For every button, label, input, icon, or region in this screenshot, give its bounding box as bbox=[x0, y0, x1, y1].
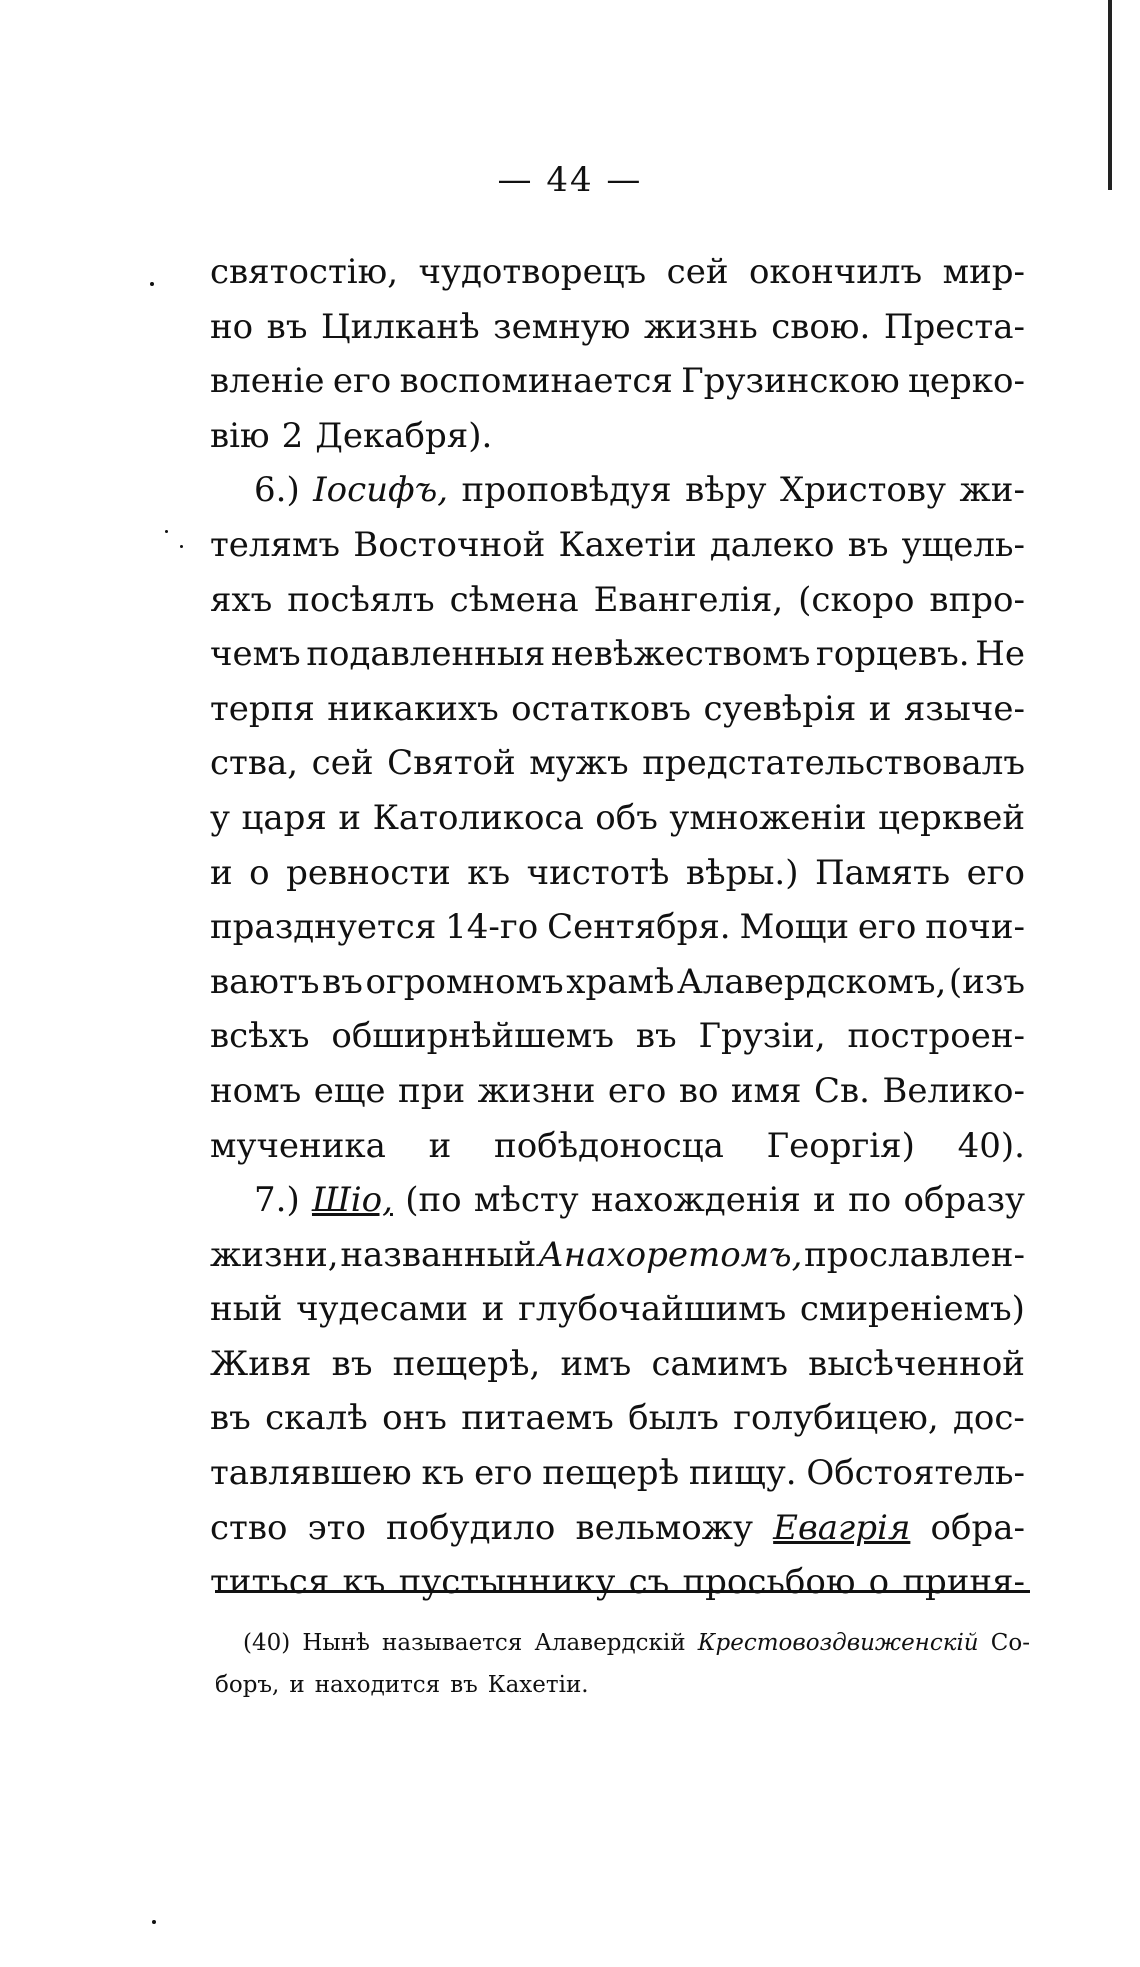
word: ваютъ bbox=[210, 961, 320, 1002]
word: ущель- bbox=[901, 524, 1025, 565]
text-line bbox=[210, 627, 1025, 682]
word: его bbox=[966, 852, 1025, 893]
word: горцевъ. bbox=[815, 634, 970, 675]
word: ревности bbox=[286, 852, 451, 893]
footnote-word: называется bbox=[382, 1630, 523, 1656]
text-line bbox=[210, 791, 1025, 846]
word: къ bbox=[467, 852, 511, 893]
word: Анахоретомъ, bbox=[538, 1234, 803, 1275]
word: голубицею, bbox=[733, 1398, 939, 1439]
word: построен- bbox=[847, 1016, 1025, 1057]
word: Не bbox=[975, 634, 1025, 675]
footnote-line bbox=[215, 1664, 1030, 1706]
word: пещерѣ, bbox=[392, 1343, 541, 1384]
word: и bbox=[428, 1125, 452, 1166]
word: Святой bbox=[387, 743, 516, 784]
word: Велико- bbox=[882, 1070, 1025, 1111]
word: къ bbox=[421, 1453, 465, 1494]
word: съ bbox=[628, 1562, 670, 1603]
word: вѣру bbox=[685, 470, 767, 511]
word: въ bbox=[322, 961, 363, 1002]
text-line bbox=[210, 1337, 1025, 1392]
word: предстательствовалъ bbox=[642, 743, 1025, 784]
word: воспоминается bbox=[399, 361, 673, 402]
word: его bbox=[332, 361, 392, 402]
text-line bbox=[210, 682, 1025, 737]
word: о bbox=[249, 852, 270, 893]
word: ство bbox=[210, 1507, 288, 1548]
word: вѣры.) bbox=[685, 852, 799, 893]
word: земную bbox=[493, 306, 631, 347]
word: самимъ bbox=[651, 1343, 788, 1384]
word: питаемъ bbox=[461, 1398, 614, 1439]
word: жи- bbox=[959, 470, 1025, 511]
footnote-word: и bbox=[289, 1672, 305, 1698]
word: 14-го bbox=[445, 907, 539, 948]
footnote bbox=[215, 1622, 1030, 1706]
word: мѣсту bbox=[473, 1180, 579, 1221]
word: умноженіи bbox=[669, 797, 867, 838]
word: пустыннику bbox=[398, 1562, 616, 1603]
word: Алавердскомъ, bbox=[677, 961, 947, 1002]
footnote-word: въ bbox=[450, 1672, 478, 1698]
word: чемъ bbox=[210, 634, 301, 675]
word: чистотѣ bbox=[526, 852, 670, 893]
word: ный bbox=[210, 1289, 283, 1330]
text-line bbox=[210, 1173, 1025, 1228]
word: язычe- bbox=[903, 688, 1025, 729]
word: остатковъ bbox=[511, 688, 692, 729]
word: имя bbox=[730, 1070, 802, 1111]
page-number: — 44 — bbox=[497, 160, 643, 200]
word: къ bbox=[342, 1562, 386, 1603]
word: пищу. bbox=[688, 1453, 797, 1494]
word: всѣхъ bbox=[210, 1016, 310, 1057]
word: его bbox=[607, 1070, 667, 1111]
word: мужъ bbox=[529, 743, 629, 784]
text-line bbox=[210, 955, 1025, 1010]
word: въ bbox=[266, 306, 308, 347]
text-line bbox=[210, 846, 1025, 901]
word: и bbox=[338, 797, 362, 838]
text-line bbox=[210, 1009, 1025, 1064]
word: имъ bbox=[560, 1343, 632, 1384]
word: высѣченной bbox=[808, 1343, 1025, 1384]
word: терпя bbox=[210, 688, 315, 729]
word: Живя bbox=[210, 1343, 312, 1384]
word: названный bbox=[340, 1234, 537, 1275]
footnote-word: боръ, bbox=[215, 1672, 280, 1698]
word: глубочайшимъ bbox=[518, 1289, 787, 1330]
word: посѣялъ bbox=[287, 579, 435, 620]
word: Христову bbox=[779, 470, 947, 511]
word: Восточной bbox=[353, 524, 546, 565]
text-line bbox=[210, 354, 1025, 409]
word: просьбою bbox=[682, 1562, 856, 1603]
word: Евагрія bbox=[773, 1507, 911, 1548]
word: жизни bbox=[477, 1070, 596, 1111]
footnote-word: Нынѣ bbox=[302, 1630, 370, 1656]
word: и bbox=[813, 1180, 836, 1221]
word: Память bbox=[814, 852, 951, 893]
word: обширнѣйшемъ bbox=[331, 1016, 614, 1057]
word: Католикоса bbox=[372, 797, 584, 838]
text-line bbox=[210, 1555, 1025, 1610]
text-line bbox=[210, 409, 1025, 464]
word: (изъ bbox=[948, 961, 1025, 1002]
word: ства, bbox=[210, 743, 299, 784]
word: Іосифъ, bbox=[313, 470, 449, 511]
word: суевѣрія bbox=[703, 688, 857, 729]
word: дос- bbox=[952, 1398, 1025, 1439]
word: невѣжествомъ bbox=[550, 634, 811, 675]
scan-speck bbox=[180, 545, 183, 548]
word: нахожденія bbox=[590, 1180, 801, 1221]
word: церко- bbox=[908, 361, 1025, 402]
word: Св. bbox=[813, 1070, 870, 1111]
footnote-line bbox=[215, 1622, 1030, 1664]
word: въ bbox=[210, 1398, 251, 1439]
word: Кахетіи bbox=[558, 524, 697, 565]
word: яхъ bbox=[210, 579, 273, 620]
word: Георгія) bbox=[766, 1125, 915, 1166]
text-line bbox=[210, 736, 1025, 791]
word: (по bbox=[405, 1180, 462, 1221]
footnote-word: (40) bbox=[243, 1630, 291, 1656]
word: смиреніемъ) bbox=[799, 1289, 1025, 1330]
text-line bbox=[210, 1501, 1025, 1556]
word: далеко bbox=[709, 524, 835, 565]
text-line bbox=[210, 1446, 1025, 1501]
word: о bbox=[868, 1562, 890, 1603]
word: Мощи bbox=[739, 907, 850, 948]
text-line bbox=[210, 573, 1025, 628]
word: и bbox=[868, 688, 892, 729]
word: титься bbox=[210, 1562, 330, 1603]
text-line bbox=[210, 300, 1025, 355]
scan-speck bbox=[165, 530, 168, 533]
word: Цилканѣ bbox=[320, 306, 480, 347]
word: 40). bbox=[957, 1125, 1025, 1166]
text-line bbox=[210, 1282, 1025, 1337]
word: чудесами bbox=[296, 1289, 469, 1330]
word: образу bbox=[903, 1180, 1025, 1221]
footnote-word: Алавердскій bbox=[534, 1630, 686, 1656]
word: но bbox=[210, 306, 254, 347]
word: у bbox=[210, 797, 231, 838]
word: никакихъ bbox=[327, 688, 499, 729]
word: проповѣдуя bbox=[461, 470, 672, 511]
word: это bbox=[307, 1507, 366, 1548]
word: въ bbox=[635, 1016, 677, 1057]
word: почи- bbox=[925, 907, 1025, 948]
word: при bbox=[398, 1070, 466, 1111]
word: празднуется bbox=[210, 907, 437, 948]
footnote-word: Со- bbox=[990, 1630, 1030, 1656]
word: свою. bbox=[771, 306, 871, 347]
word: Грузіи, bbox=[698, 1016, 826, 1057]
word: по bbox=[848, 1180, 892, 1221]
word: объ bbox=[595, 797, 658, 838]
word: Обстоятель- bbox=[806, 1453, 1025, 1494]
word: сѣмена bbox=[449, 579, 579, 620]
footnote-word: Кахетіи. bbox=[487, 1672, 589, 1698]
word: жизнь bbox=[644, 306, 758, 347]
word: Сентября. bbox=[547, 907, 731, 948]
word: храмѣ bbox=[566, 961, 675, 1002]
word: прославлен- bbox=[804, 1234, 1025, 1275]
word: побѣдоносца bbox=[494, 1125, 724, 1166]
word: сей bbox=[666, 252, 729, 292]
text-line bbox=[210, 1391, 1025, 1446]
word: царя bbox=[241, 797, 327, 838]
footnote-word: находится bbox=[314, 1672, 441, 1698]
word: святостію, bbox=[210, 252, 399, 292]
word: жизни, bbox=[210, 1234, 339, 1275]
word: и bbox=[481, 1289, 505, 1330]
word: вленіе bbox=[210, 361, 325, 402]
text-line bbox=[210, 1064, 1025, 1119]
word: чудотворецъ bbox=[418, 252, 647, 292]
word: въ bbox=[331, 1343, 373, 1384]
word: скалѣ bbox=[265, 1398, 368, 1439]
word: обра- bbox=[930, 1507, 1025, 1548]
word: 6.) bbox=[254, 470, 300, 511]
word: его bbox=[857, 907, 917, 948]
word: приня- bbox=[902, 1562, 1025, 1603]
word: Шіо, bbox=[311, 1180, 393, 1221]
word: сей bbox=[311, 743, 374, 784]
word: пещерѣ bbox=[542, 1453, 680, 1494]
word: впро- bbox=[929, 579, 1025, 620]
word: (скоро bbox=[798, 579, 915, 620]
word: его bbox=[474, 1453, 533, 1494]
text-line bbox=[210, 463, 1025, 518]
word: мученика bbox=[210, 1125, 386, 1166]
word: окончилъ bbox=[748, 252, 923, 292]
scan-speck bbox=[152, 1920, 156, 1924]
word: подавленныя bbox=[306, 634, 546, 675]
word: телямъ bbox=[210, 524, 341, 565]
word: во bbox=[678, 1070, 719, 1111]
word: Евангелія, bbox=[593, 579, 784, 620]
word: вельможу bbox=[575, 1507, 754, 1548]
word: мир- bbox=[942, 252, 1025, 292]
word: 2 bbox=[281, 415, 304, 456]
footnote-word: Крестовоздвиженскій bbox=[697, 1630, 979, 1656]
word: побудило bbox=[386, 1507, 556, 1548]
word: былъ bbox=[628, 1398, 719, 1439]
word: номъ bbox=[210, 1070, 302, 1111]
word: въ bbox=[847, 524, 889, 565]
word: 7.) bbox=[254, 1180, 300, 1221]
word: и bbox=[210, 852, 233, 893]
text-line bbox=[210, 900, 1025, 955]
word: огромномъ bbox=[365, 961, 564, 1002]
word: еще bbox=[313, 1070, 386, 1111]
text-line bbox=[210, 1119, 1025, 1174]
word: Грузинскою bbox=[681, 361, 900, 402]
word: церквей bbox=[878, 797, 1025, 838]
text-line bbox=[210, 1228, 1025, 1283]
word: Преста- bbox=[883, 306, 1025, 347]
text-line bbox=[210, 518, 1025, 573]
word: онъ bbox=[382, 1398, 447, 1439]
word: тавлявшею bbox=[210, 1453, 412, 1494]
footnote-rule bbox=[215, 1590, 1030, 1593]
text-line bbox=[210, 245, 1025, 300]
word: вію bbox=[210, 415, 270, 456]
scan-speck bbox=[150, 282, 154, 286]
word: Декабря). bbox=[315, 415, 493, 456]
body-text bbox=[210, 245, 1025, 1610]
